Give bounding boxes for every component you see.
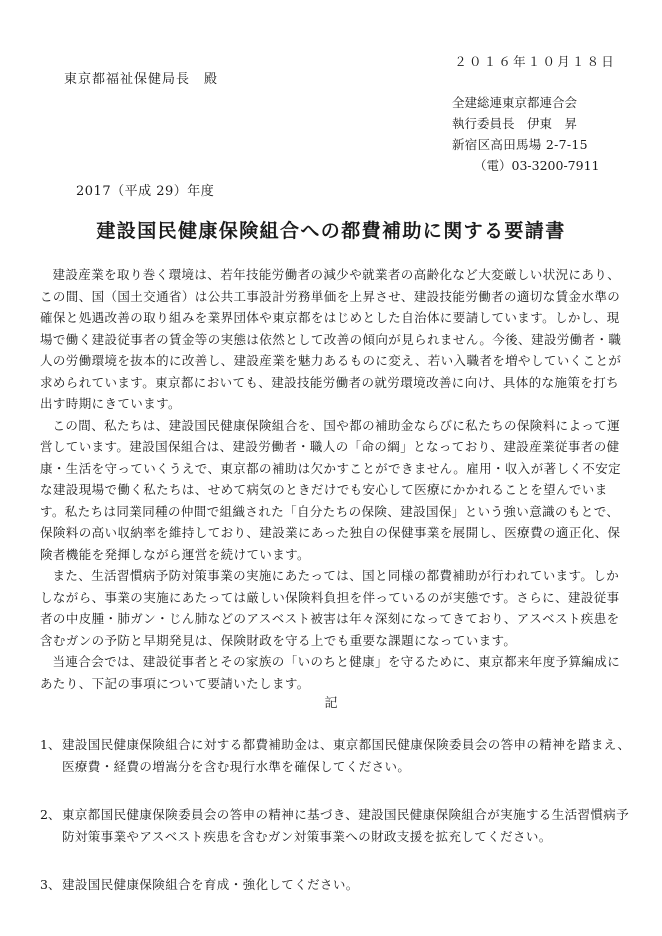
paragraph: 建設産業を取り巻く環境は、若年技能労働者の減少や就業者の高齢化など大変厳しい状況にあり、この間、国（国土交通省）は公共工事設計労務単価を上昇させ、建設技能労働者の適切な賃金水準の確保と処遇改善の取り組みを業界団体や東京都をはじめとした自治体に要請しています。しかし、現場で働く建設従事者の賃金等の実態は依然として改善の傾向が見られません。今後、建設労働者・職人の労働環境を抜本的に改善し、建設産業を魅力あるものに変え、若い入職者を増やしていくことが求められています。東京都においても、建設技能労働者の就労環境改善に向け、具体的な施策を打ち出す時期にきています。 [40, 267, 622, 411]
paragraph: この間、私たちは、建設国民健康保険組合を、国や都の補助金ならびに私たちの保険料によって運営しています。建設国保組合は、建設労働者・職人の「命の綱」となっており、建設産業従事者の健康・生活を守っていくうえで、東京都の補助は欠かすことができません。雇用・収入が著しく不安定な建設現場で働く私たちは、せめて病気のときだけでも安心して医療にかかれることを望んでいます。私たちは同業同種の仲間で組織された「自分たちの保険、建設国保」という強い意識のもとで、保険料の高い収納率を維持しており、建設業にあった独自の保健事業を展開し、医療費の適正化、保険者機能を発揮しながら運営を続けています。 [40, 417, 622, 562]
document-title: 建設国民健康保険組合への都費補助に関する要請書 [96, 220, 566, 242]
request-text: 東京都国民健康保険委員会の答申の精神に基づき、建設国民健康保険組合が実施する生活習慣病予防対策事業やアスベスト疾患を含むガン対策事業への財政支援を拡充してください。 [62, 807, 630, 844]
sender-title-name: 執行委員長 伊東 昇 [452, 116, 578, 131]
recipient: 東京都福祉保健局長 殿 [64, 72, 219, 87]
fiscal-year: 2017（平成 29）年度 [76, 184, 215, 199]
paragraph: 当連合会では、建設従事者とその家族の「いのちと健康」を守るために、東京都来年度予算編成にあたり、下記の事項について要請いたします。 [40, 654, 621, 691]
sender-block [452, 92, 599, 176]
ki-heading: 記 [324, 696, 338, 711]
request-text: 建設国民健康保険組合に対する都費補助金は、東京都国民健康保険委員会の答申の精神を踏まえ、医療費・経費の増嵩分を含む現行水準を確保してください。 [62, 737, 631, 774]
body-text [40, 264, 630, 694]
sender-address: 新宿区高田馬場 2-7-15 [452, 137, 588, 152]
request-text: 建設国民健康保険組合を育成・強化してください。 [62, 877, 359, 892]
request-number: 2、 [40, 807, 61, 822]
document-date: ２０１６年１０月１８日 [454, 54, 616, 69]
sender-tel: （電）03-3200-7911 [474, 158, 600, 173]
request-item [40, 874, 638, 896]
request-item [40, 734, 638, 778]
request-list [40, 734, 638, 922]
request-number: 3、 [40, 877, 61, 892]
paragraph: また、生活習慣病予防対策事業の実施にあたっては、国と同様の都費補助が行われています。しかしながら、事業の実施にあたっては厳しい保険料負担を伴っているのが実態です。さらに、建設従事者の中皮腫・肺ガン・じん肺などのアスベスト被害は年々深刻になってきており、アスベスト疾患を含むガンの予防と早期発見は、保険財政を守る上でも重要な課題になっています。 [40, 568, 620, 648]
request-number: 1、 [40, 737, 61, 752]
sender-org: 全建総連東京都連合会 [452, 95, 578, 110]
request-item [40, 804, 638, 848]
